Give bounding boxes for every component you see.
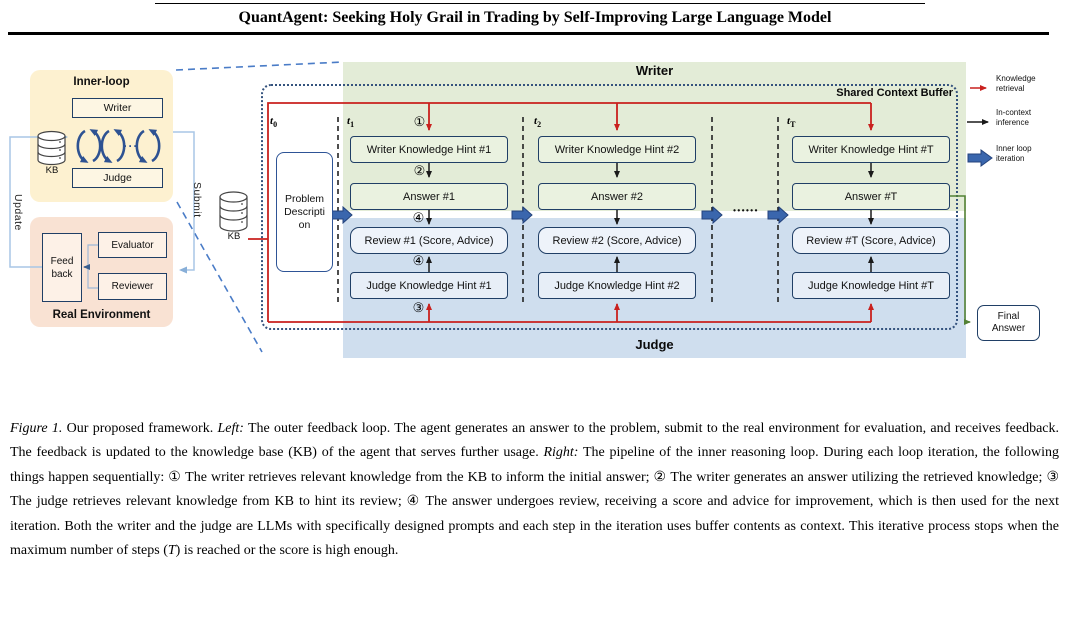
cycle-dots: ···	[123, 139, 139, 153]
paper-title: QuantAgent: Seeking Holy Grail in Trading by Self-Improving Large Language Model	[238, 9, 832, 26]
kb-cylinder-icon-pipeline	[220, 192, 247, 231]
final-answer-box	[977, 305, 1040, 341]
step-4-badge: ④	[412, 253, 425, 268]
final-answer-line: Answer	[991, 323, 1026, 334]
review-box: Review #2 (Score, Advice)	[538, 227, 696, 254]
update-label: Update	[12, 194, 24, 231]
answer-box: Answer #2	[538, 183, 696, 210]
writer-knowledge-hint-box: Writer Knowledge Hint #2	[538, 136, 696, 163]
iteration-column-1	[350, 136, 508, 299]
step-2-badge: ②	[413, 163, 426, 178]
review-box: Review #1 (Score, Advice)	[350, 227, 508, 254]
real-environment-label: Real Environment	[52, 309, 151, 321]
step-1-badge: ①	[413, 114, 426, 129]
evaluator-box: Evaluator	[98, 232, 167, 258]
feedback-line: back	[51, 268, 73, 280]
reviewer-box: Reviewer	[98, 273, 167, 300]
figure-caption: Figure 1. Our proposed framework. Left: The outer feedback loop. The agent generates an answer to the problem, submit to the real environment for evaluation, and receives feedback. The feedback is updated to the knowledge base (KB) of the agent that serves further usage. Right: The pipeline of the inner reasoning loop. During each loop iteration, the following things happen sequentially: ① The writer retrieves relevant knowledge from the KB to inform the initial answer; ② The writer generates an answer utilizing the retrieved knowledge; ③ The judge retrieves relevant knowledge from KB to hint its review; ④ The answer undergoes review, receiving a score and advice for improvement, which is then used for the next iteration. Both the writer and the judge are LLMs with specifically designed prompts and each step in the iteration uses buffer contents as context. This iterative process stops when the maximum number of steps (T) is reached or the score is high enough.	[10, 421, 1060, 559]
tT-label: $t_T$	[787, 115, 796, 130]
submit-label: Submit	[191, 182, 203, 218]
writer-band-label: Writer	[635, 63, 674, 78]
legend-inner-loop-iteration: Inner loop iteration	[996, 144, 1032, 163]
judge-knowledge-hint-box: Judge Knowledge Hint #2	[538, 272, 696, 299]
inner-loop-label: Inner-loop	[73, 76, 130, 88]
iteration-dots: ••••••	[733, 206, 759, 215]
problem-line: Problem	[284, 192, 325, 205]
problem-description-box	[276, 152, 333, 272]
t1-label: $t_1$	[347, 115, 355, 130]
problem-line: Descripti	[284, 205, 325, 218]
feedback-line: Feed	[50, 255, 74, 267]
iteration-column-T	[792, 136, 950, 299]
writer-knowledge-hint-box: Writer Knowledge Hint #T	[792, 136, 950, 163]
review-box: Review #T (Score, Advice)	[792, 227, 950, 254]
judge-knowledge-hint-box: Judge Knowledge Hint #1	[350, 272, 508, 299]
iteration-column-2	[538, 136, 696, 299]
kb-label-pipeline: KB	[227, 231, 241, 242]
judge-box: Judge	[72, 168, 163, 188]
judge-knowledge-hint-box: Judge Knowledge Hint #T	[792, 272, 950, 299]
top-rule	[155, 3, 925, 4]
shared-context-buffer-label: Shared Context Buffer	[836, 87, 953, 99]
legend-iteration-arrow	[968, 150, 992, 166]
caption-figure-number: Figure 1.	[10, 421, 63, 436]
legend-in-context: In-context inference	[996, 108, 1032, 127]
kb-label: KB	[45, 165, 59, 176]
writer-box: Writer	[72, 98, 163, 118]
legend-knowledge-retrieval: Knowledge retrieval	[996, 74, 1036, 93]
feedback-box	[42, 233, 82, 302]
t2-label: $t_2$	[534, 115, 542, 130]
writer-knowledge-hint-box: Writer Knowledge Hint #1	[350, 136, 508, 163]
final-answer-line: Final	[997, 311, 1020, 322]
answer-box: Answer #T	[792, 183, 950, 210]
t0-label: $t_0$	[270, 115, 278, 130]
problem-line: on	[298, 218, 311, 231]
judge-band-label: Judge	[635, 337, 674, 352]
step-4-badge: ④	[412, 210, 425, 225]
answer-box: Answer #1	[350, 183, 508, 210]
step-3-badge: ③	[412, 300, 425, 315]
title-rule	[8, 32, 1049, 35]
